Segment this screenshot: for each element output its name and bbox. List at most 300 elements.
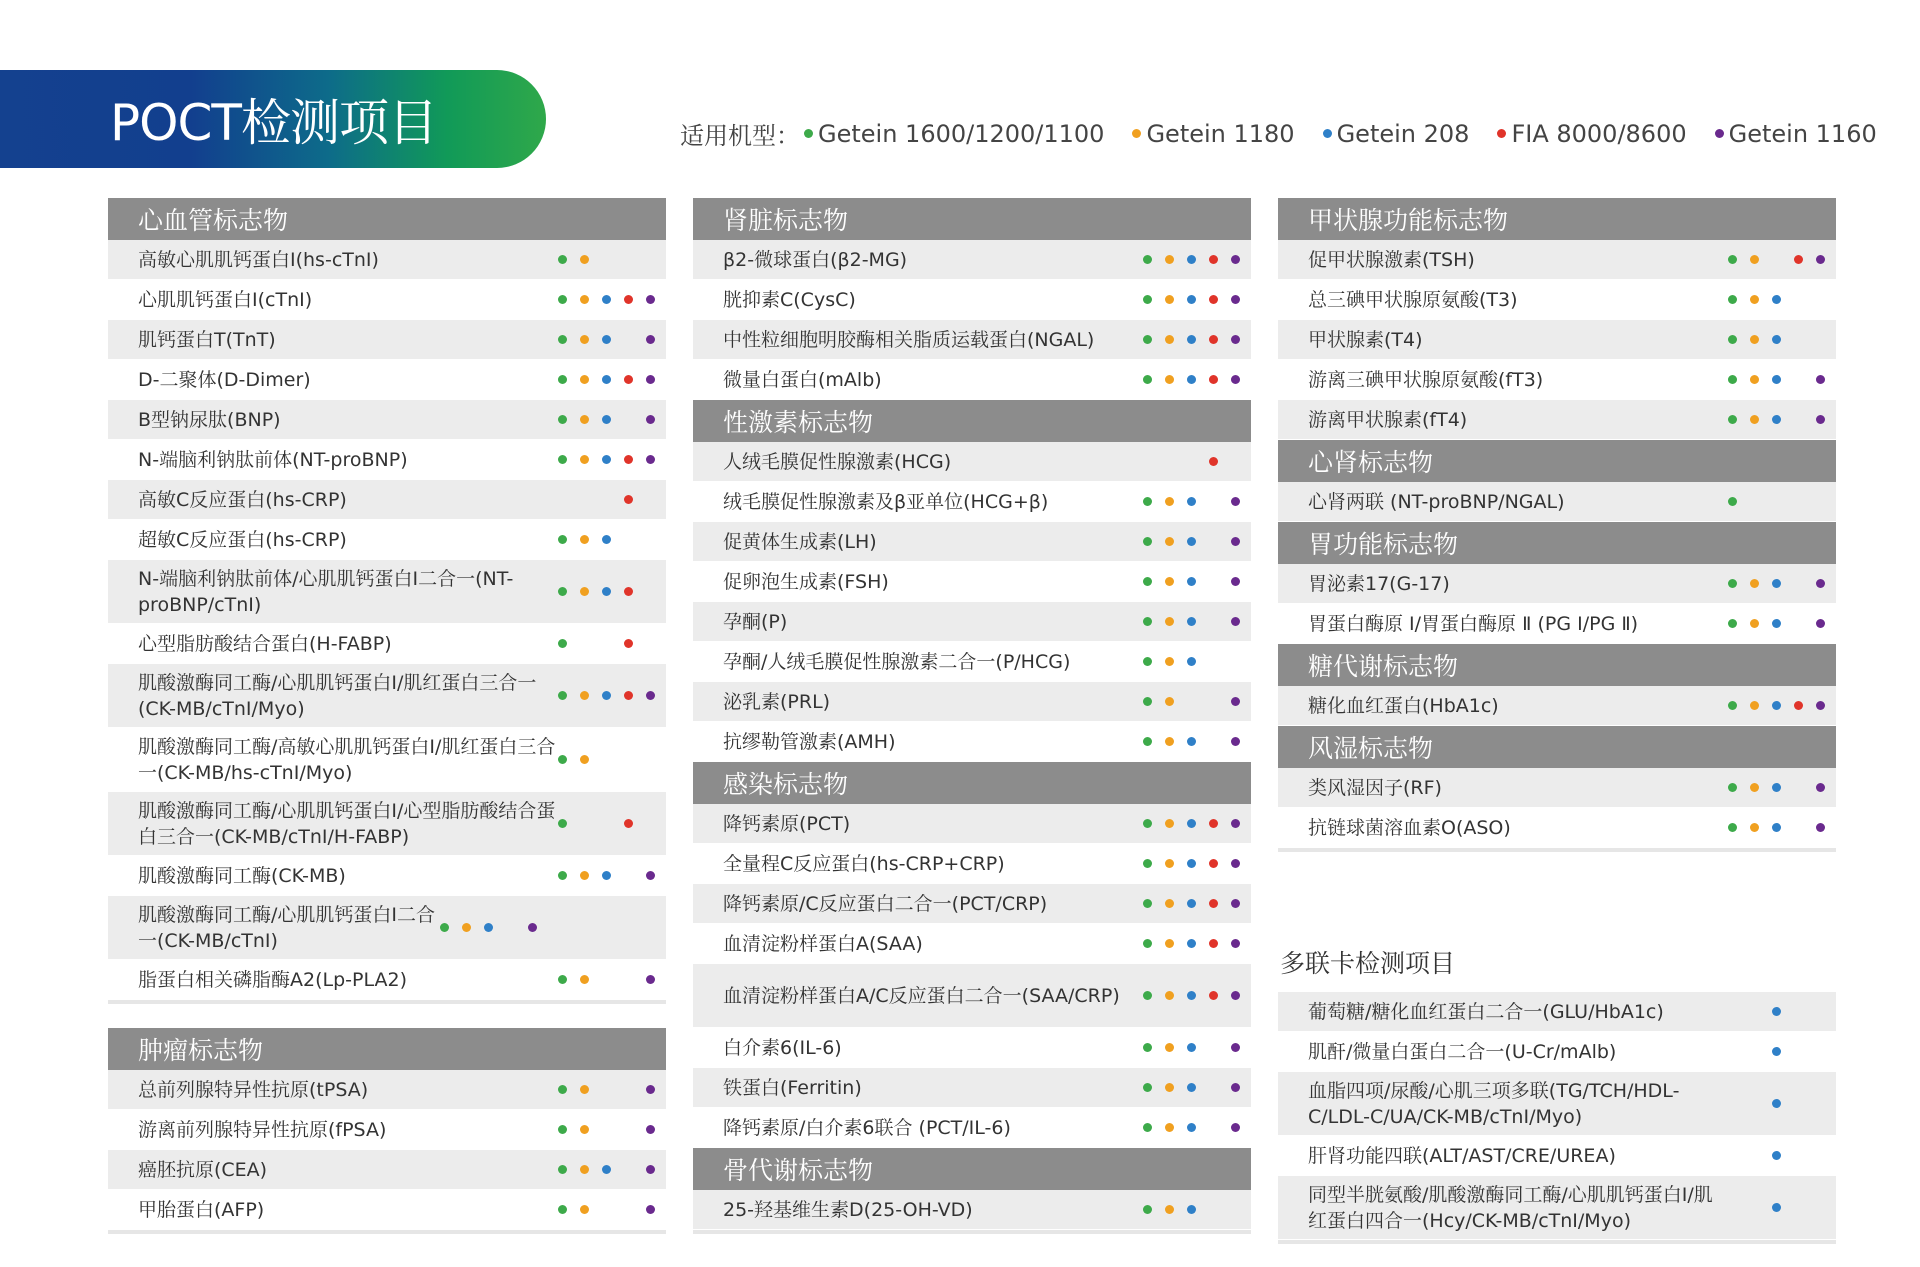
device-dot-icon: [1165, 991, 1174, 1000]
device-dot-icon: [646, 455, 655, 464]
device-dot-icon: [528, 923, 537, 932]
device-dot-icon: [1165, 899, 1174, 908]
device-dot-icon: [462, 923, 471, 932]
device-dot-icon: [558, 871, 567, 880]
device-dot-icon: [1728, 335, 1737, 344]
device-dot-icon: [646, 639, 655, 648]
device-dot-icon: [1143, 457, 1152, 466]
device-dots: [1726, 701, 1836, 710]
item-name: 降钙素原/C反应蛋白二合一(PCT/CRP): [723, 892, 1048, 915]
device-dot-icon: [1143, 991, 1152, 1000]
device-dot-icon: [1728, 579, 1737, 588]
device-dot-icon: [558, 587, 567, 596]
device-dots: [1141, 457, 1251, 466]
device-dot-icon: [1165, 457, 1174, 466]
device-dot-icon: [602, 455, 611, 464]
device-dot-icon: [602, 975, 611, 984]
device-dot-icon: [1187, 899, 1196, 908]
legend-item-label: Getein 1160: [1728, 119, 1877, 148]
device-dots: [556, 295, 666, 304]
device-dot-icon: [1209, 991, 1218, 1000]
device-dots: [1141, 1205, 1251, 1214]
device-dots: [1141, 657, 1251, 666]
item-name: 葡萄糖/糖化血红蛋白二合一(GLU/HbA1c): [1308, 1000, 1664, 1023]
section-header: 肿瘤标志物: [108, 1028, 666, 1070]
device-dots: [1141, 617, 1251, 626]
device-dot-icon: [1231, 1123, 1240, 1132]
list-item: [1278, 320, 1836, 360]
item-name: D-二聚体(D-Dimer): [138, 368, 311, 391]
device-dot-icon: [580, 295, 589, 304]
device-dot-icon: [1165, 375, 1174, 384]
device-dot-icon: [624, 1125, 633, 1134]
list-item: [693, 1190, 1251, 1230]
device-dot-icon: [624, 587, 633, 596]
device-dot-icon: [1209, 939, 1218, 948]
item-name: 白介素6(IL-6): [723, 1036, 842, 1059]
device-dot-icon: [1143, 899, 1152, 908]
device-dot-icon: [1209, 617, 1218, 626]
device-dot-icon: [1209, 1123, 1218, 1132]
device-dot-icon: [1187, 577, 1196, 586]
device-dot-icon: [1209, 697, 1218, 706]
device-dot-icon: [1816, 579, 1825, 588]
device-dot-icon: [1231, 1205, 1240, 1214]
device-dots: [1141, 737, 1251, 746]
list-item: [1278, 604, 1836, 644]
spacer: [1278, 852, 1836, 944]
device-dot-icon: [1794, 619, 1803, 628]
device-dot-icon: [1165, 1083, 1174, 1092]
device-dot-icon: [602, 639, 611, 648]
item-name: 类风湿因子(RF): [1308, 776, 1442, 799]
device-dot-icon: [1816, 823, 1825, 832]
device-dot-icon: [1143, 939, 1152, 948]
device-dot-icon: [558, 1205, 567, 1214]
list-item: [108, 856, 666, 896]
list-item: [108, 792, 666, 856]
device-dot-icon: [1231, 1043, 1240, 1052]
device-dot-icon: [1209, 737, 1218, 746]
list-item: [693, 844, 1251, 884]
device-dot-icon: [1772, 823, 1781, 832]
item-name: 泌乳素(PRL): [723, 690, 831, 713]
device-dot-icon: [602, 871, 611, 880]
list-item: [108, 520, 666, 560]
item-name: 高敏C反应蛋白(hs-CRP): [138, 488, 347, 511]
device-dot-icon: [558, 335, 567, 344]
device-dot-icon: [1728, 1099, 1737, 1108]
device-dot-icon: [1143, 617, 1152, 626]
device-dot-icon: [1165, 657, 1174, 666]
list-item: [1278, 1136, 1836, 1176]
list-item: [108, 1190, 666, 1230]
legend-dot-icon: [1715, 129, 1724, 138]
device-dot-icon: [558, 375, 567, 384]
column-right: [1278, 198, 1836, 1244]
list-item: [693, 924, 1251, 964]
device-dot-icon: [558, 975, 567, 984]
device-dot-icon: [1165, 1043, 1174, 1052]
legend-dot-icon: [804, 129, 813, 138]
device-dot-icon: [1816, 783, 1825, 792]
device-dot-icon: [580, 755, 589, 764]
device-dots: [556, 335, 666, 344]
device-dot-icon: [1187, 537, 1196, 546]
list-item: [108, 440, 666, 480]
device-dot-icon: [1143, 375, 1152, 384]
device-dot-icon: [558, 1085, 567, 1094]
device-dot-icon: [646, 295, 655, 304]
device-dot-icon: [1728, 701, 1737, 710]
device-dot-icon: [1816, 255, 1825, 264]
device-dot-icon: [602, 1205, 611, 1214]
device-dot-icon: [1772, 375, 1781, 384]
device-dot-icon: [1816, 701, 1825, 710]
device-dot-icon: [1209, 899, 1218, 908]
device-dot-icon: [1231, 657, 1240, 666]
device-dot-icon: [1794, 1151, 1803, 1160]
list-item: [693, 682, 1251, 722]
device-dot-icon: [602, 1165, 611, 1174]
device-dots: [1141, 1123, 1251, 1132]
device-dot-icon: [558, 255, 567, 264]
device-dot-icon: [1728, 415, 1737, 424]
device-dot-icon: [1772, 1099, 1781, 1108]
item-name: 脂蛋白相关磷脂酶A2(Lp-PLA2): [138, 968, 407, 991]
device-dot-icon: [1165, 737, 1174, 746]
list-item: [693, 1028, 1251, 1068]
list-item: [693, 1108, 1251, 1148]
item-name: 血清淀粉样蛋白A/C反应蛋白二合一(SAA/CRP): [723, 984, 1120, 1007]
device-dot-icon: [1794, 783, 1803, 792]
list-item: [693, 804, 1251, 844]
device-dots: [1141, 939, 1251, 948]
item-name: N-端脑利钠肽前体/心肌肌钙蛋白I二合一(NT-proBNP/cTnI): [138, 567, 514, 616]
device-dot-icon: [1816, 415, 1825, 424]
device-dots: [556, 691, 666, 700]
list-item: [693, 280, 1251, 320]
device-dot-icon: [1187, 255, 1196, 264]
device-dots: [556, 415, 666, 424]
device-dot-icon: [580, 871, 589, 880]
item-name: 绒毛膜促性腺激素及β亚单位(HCG+β): [723, 490, 1049, 513]
device-dot-icon: [558, 495, 567, 504]
device-dot-icon: [1750, 1007, 1759, 1016]
item-name: 降钙素原(PCT): [723, 812, 851, 835]
list-item: [693, 320, 1251, 360]
device-dots: [1726, 619, 1836, 628]
device-dot-icon: [1750, 295, 1759, 304]
device-dot-icon: [1750, 1151, 1759, 1160]
device-dot-icon: [558, 691, 567, 700]
legend-item: [1497, 120, 1686, 148]
device-dot-icon: [1728, 255, 1737, 264]
device-dot-icon: [580, 415, 589, 424]
list-item: [108, 560, 666, 624]
device-dot-icon: [1209, 537, 1218, 546]
legend-dot-icon: [1497, 129, 1506, 138]
device-dot-icon: [602, 755, 611, 764]
device-dot-icon: [1750, 375, 1759, 384]
list-item: [108, 960, 666, 1000]
device-dot-icon: [1750, 415, 1759, 424]
legend-dot-icon: [1323, 129, 1332, 138]
device-dot-icon: [624, 639, 633, 648]
device-dot-icon: [602, 535, 611, 544]
device-dots: [556, 1165, 666, 1174]
device-dot-icon: [1143, 1043, 1152, 1052]
list-item: [1278, 240, 1836, 280]
item-name: 甲胎蛋白(AFP): [138, 1198, 265, 1221]
section-header: 胃功能标志物: [1278, 522, 1836, 564]
device-dot-icon: [1772, 783, 1781, 792]
device-dot-icon: [624, 871, 633, 880]
item-name: 游离甲状腺素(fT4): [1308, 408, 1468, 431]
device-dot-icon: [646, 691, 655, 700]
device-dot-icon: [1209, 255, 1218, 264]
device-dots: [1726, 1047, 1836, 1056]
device-dot-icon: [440, 923, 449, 932]
device-dot-icon: [1165, 335, 1174, 344]
multi-card-title: 多联卡检测项目: [1280, 949, 1456, 978]
device-dot-icon: [1728, 295, 1737, 304]
list-item: [108, 896, 666, 960]
device-dots: [556, 375, 666, 384]
device-dot-icon: [602, 415, 611, 424]
legend-item-label: Getein 208: [1336, 119, 1470, 148]
item-name: 肌酐/微量白蛋白二合一(U-Cr/mAlb): [1308, 1040, 1617, 1063]
item-name: 抗缪勒管激素(AMH): [723, 730, 896, 753]
item-name: 肌钙蛋白T(TnT): [138, 328, 276, 351]
legend-item: [1715, 120, 1877, 148]
device-dot-icon: [1187, 295, 1196, 304]
device-dots: [1141, 537, 1251, 546]
item-name: 肝肾功能四联(ALT/AST/CRE/UREA): [1308, 1144, 1616, 1167]
device-dot-icon: [1816, 1099, 1825, 1108]
item-name: 超敏C反应蛋白(hs-CRP): [138, 528, 347, 551]
list-item: [1278, 768, 1836, 808]
list-item: [693, 522, 1251, 562]
device-dot-icon: [1209, 1043, 1218, 1052]
device-dot-icon: [1143, 497, 1152, 506]
device-dot-icon: [1231, 295, 1240, 304]
device-dot-icon: [1816, 1047, 1825, 1056]
device-dots: [1141, 991, 1251, 1000]
device-dot-icon: [624, 375, 633, 384]
list-item: [108, 1150, 666, 1190]
device-dot-icon: [1231, 819, 1240, 828]
device-dot-icon: [1143, 1205, 1152, 1214]
list-item: [693, 1068, 1251, 1108]
list-item: [108, 240, 666, 280]
device-legend: [680, 116, 1877, 151]
item-name: N-端脑利钠肽前体(NT-proBNP): [138, 448, 408, 471]
device-dots: [1726, 335, 1836, 344]
item-name: 胃蛋白酶原 Ⅰ/胃蛋白酶原 Ⅱ (PG Ⅰ/PG Ⅱ): [1308, 612, 1639, 635]
device-dot-icon: [1187, 1083, 1196, 1092]
device-dot-icon: [1143, 657, 1152, 666]
device-dots: [556, 255, 666, 264]
item-name: 降钙素原/白介素6联合 (PCT/IL-6): [723, 1116, 1011, 1139]
section-header: 骨代谢标志物: [693, 1148, 1251, 1190]
device-dot-icon: [1728, 497, 1737, 506]
item-name: 游离前列腺特异性抗原(fPSA): [138, 1118, 387, 1141]
device-dot-icon: [602, 375, 611, 384]
device-dot-icon: [602, 1125, 611, 1134]
device-dot-icon: [646, 1165, 655, 1174]
device-dot-icon: [624, 335, 633, 344]
item-name: 孕酮/人绒毛膜促性腺激素二合一(P/HCG): [723, 650, 1071, 673]
device-dot-icon: [624, 535, 633, 544]
section-header: 心肾标志物: [1278, 440, 1836, 482]
device-dot-icon: [602, 587, 611, 596]
device-dot-icon: [1231, 497, 1240, 506]
item-name: 促卵泡生成素(FSH): [723, 570, 889, 593]
device-dot-icon: [1209, 1205, 1218, 1214]
device-dot-icon: [1165, 697, 1174, 706]
device-dot-icon: [580, 975, 589, 984]
device-dot-icon: [1231, 255, 1240, 264]
device-dot-icon: [1209, 819, 1218, 828]
list-item: [1278, 564, 1836, 604]
list-item: [108, 480, 666, 520]
device-dot-icon: [1231, 737, 1240, 746]
device-dots: [1726, 255, 1836, 264]
device-dot-icon: [624, 755, 633, 764]
device-dots: [1141, 859, 1251, 868]
device-dot-icon: [506, 923, 515, 932]
device-dot-icon: [624, 1205, 633, 1214]
device-dot-icon: [1165, 1123, 1174, 1132]
device-dot-icon: [1772, 1203, 1781, 1212]
device-dot-icon: [1750, 1047, 1759, 1056]
device-dot-icon: [1728, 375, 1737, 384]
device-dot-icon: [580, 455, 589, 464]
device-dot-icon: [1816, 1007, 1825, 1016]
device-dot-icon: [1794, 375, 1803, 384]
device-dots: [1141, 335, 1251, 344]
list-item: [693, 240, 1251, 280]
device-dot-icon: [624, 1085, 633, 1094]
device-dot-icon: [1728, 1007, 1737, 1016]
device-dot-icon: [1794, 823, 1803, 832]
device-dot-icon: [1816, 295, 1825, 304]
device-dot-icon: [580, 1085, 589, 1094]
device-dots: [556, 819, 666, 828]
device-dot-icon: [1794, 497, 1803, 506]
device-dot-icon: [624, 975, 633, 984]
item-name: 心肌肌钙蛋白I(cTnI): [138, 288, 313, 311]
device-dot-icon: [646, 755, 655, 764]
device-dots: [1726, 783, 1836, 792]
device-dot-icon: [1165, 497, 1174, 506]
device-dots: [1726, 579, 1836, 588]
device-dot-icon: [1209, 335, 1218, 344]
legend-item-label: Getein 1600/1200/1100: [818, 119, 1105, 148]
item-name: 胃泌素17(G-17): [1308, 572, 1450, 595]
device-dot-icon: [558, 639, 567, 648]
device-dot-icon: [624, 819, 633, 828]
device-dots: [1141, 497, 1251, 506]
item-name: 同型半胱氨酸/肌酸激酶同工酶/心肌肌钙蛋白I/肌红蛋白四合一(Hcy/CK-MB/cTnI/Myo): [1308, 1183, 1713, 1232]
device-dot-icon: [1231, 457, 1240, 466]
list-item: [108, 320, 666, 360]
device-dot-icon: [1165, 577, 1174, 586]
device-dots: [1141, 819, 1251, 828]
item-name: 肌酸激酶同工酶/心肌肌钙蛋白I/心型脂肪酸结合蛋白三合一(CK-MB/cTnI/H-FABP): [138, 799, 556, 848]
spacer: [108, 1004, 666, 1028]
device-dot-icon: [1209, 457, 1218, 466]
device-dots: [1141, 577, 1251, 586]
list-item: [1278, 482, 1836, 522]
device-dot-icon: [1772, 1151, 1781, 1160]
section-header: 肾脏标志物: [693, 198, 1251, 240]
device-dots: [556, 535, 666, 544]
list-item: [1278, 1072, 1836, 1136]
list-item: [108, 400, 666, 440]
device-dot-icon: [1187, 375, 1196, 384]
list-item: [693, 360, 1251, 400]
device-dot-icon: [1143, 577, 1152, 586]
device-dot-icon: [580, 639, 589, 648]
device-dot-icon: [1165, 1205, 1174, 1214]
device-dot-icon: [646, 255, 655, 264]
device-dot-icon: [1750, 823, 1759, 832]
device-dot-icon: [1794, 295, 1803, 304]
device-dot-icon: [1209, 859, 1218, 868]
list-item: [1278, 360, 1836, 400]
section-header: 甲状腺功能标志物: [1278, 198, 1836, 240]
device-dots: [556, 1085, 666, 1094]
list-item: [693, 602, 1251, 642]
device-dot-icon: [1187, 697, 1196, 706]
device-dot-icon: [1728, 1203, 1737, 1212]
device-dot-icon: [1750, 783, 1759, 792]
device-dot-icon: [1143, 537, 1152, 546]
device-dot-icon: [558, 755, 567, 764]
device-dot-icon: [602, 1085, 611, 1094]
device-dot-icon: [1165, 819, 1174, 828]
device-dot-icon: [1143, 859, 1152, 868]
device-dot-icon: [1165, 255, 1174, 264]
device-dot-icon: [1772, 497, 1781, 506]
device-dot-icon: [602, 819, 611, 828]
device-dot-icon: [1143, 697, 1152, 706]
legend-dot-icon: [1132, 129, 1141, 138]
item-name: 甲状腺素(T4): [1308, 328, 1423, 351]
device-dot-icon: [602, 295, 611, 304]
device-dot-icon: [580, 587, 589, 596]
device-dot-icon: [624, 1165, 633, 1174]
device-dot-icon: [1209, 657, 1218, 666]
device-dot-icon: [624, 455, 633, 464]
device-dot-icon: [1187, 457, 1196, 466]
device-dot-icon: [1209, 577, 1218, 586]
list-item: [693, 964, 1251, 1028]
device-dots: [1141, 1083, 1251, 1092]
device-dot-icon: [1187, 497, 1196, 506]
device-dot-icon: [1187, 335, 1196, 344]
device-dot-icon: [1750, 579, 1759, 588]
list-item: [1278, 1032, 1836, 1072]
device-dot-icon: [1750, 619, 1759, 628]
device-dot-icon: [1794, 1047, 1803, 1056]
list-item: [1278, 1176, 1836, 1240]
device-dot-icon: [580, 691, 589, 700]
device-dot-icon: [1816, 1151, 1825, 1160]
device-dot-icon: [1794, 1007, 1803, 1016]
